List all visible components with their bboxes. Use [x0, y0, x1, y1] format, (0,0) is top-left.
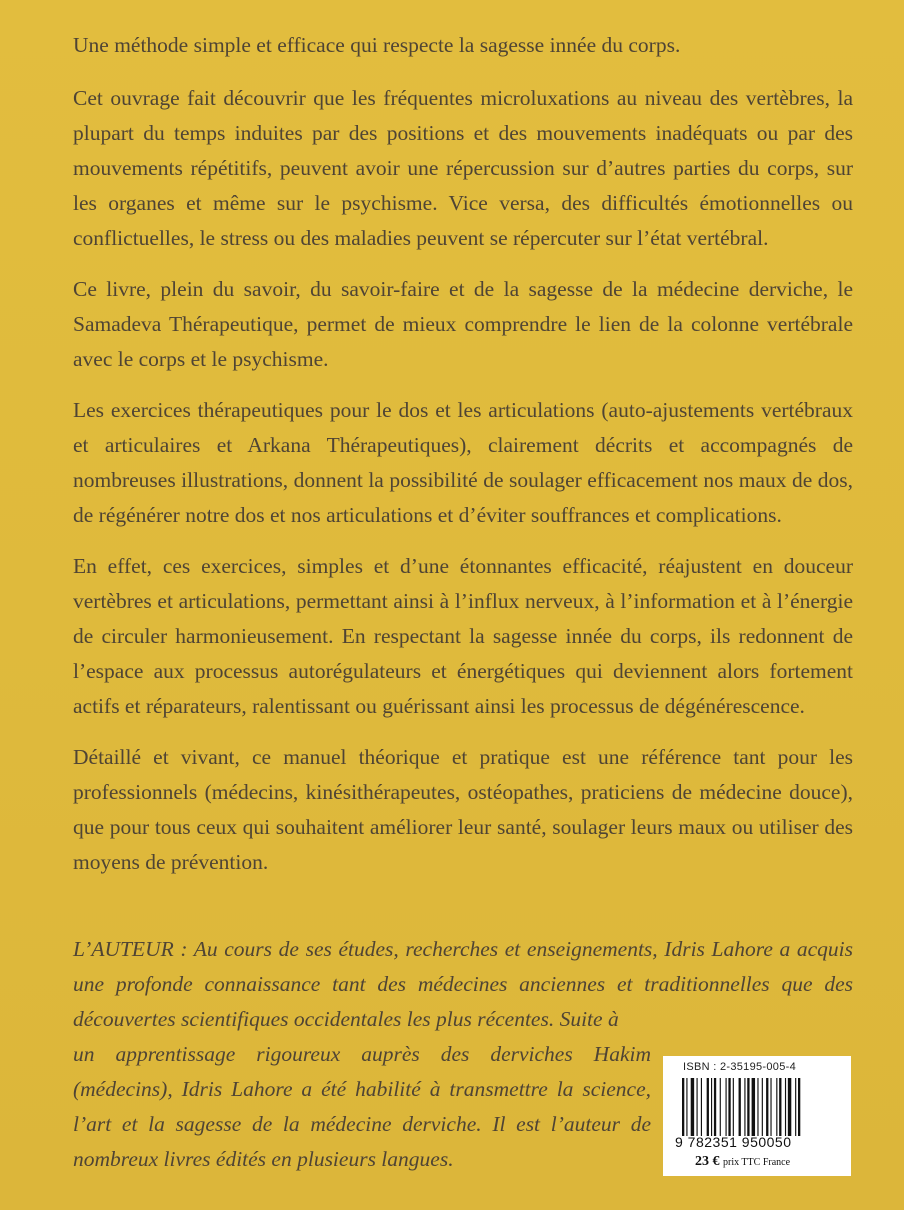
isbn-text: ISBN : 2-35195-005-4 — [683, 1061, 797, 1073]
paragraph-2: Ce livre, plein du savoir, du savoir-faire et de la sagesse de la médecine derviche, le Samadeva Thérapeutique, permet de mieux comprendre le lien de la colonne vertébrale avec le corps et le psychisme. — [73, 277, 853, 371]
paragraph-3: Les exercices thérapeutiques pour le dos et les articulations (auto-ajustements vertébraux et articulaires et Arkana Thérapeutiques), clairement décrits et accompagnés de nombreuses illustrations, donnent la possibilité de soulager efficacement nos maux de dos, de régénérer notre dos et nos articulations et d’éviter souffrances et complications. — [73, 398, 853, 527]
tagline: Une méthode simple et efficace qui respecte la sagesse innée du corps. — [73, 33, 681, 57]
barcode-digits: 9 782351 950050 — [675, 1134, 792, 1150]
barcode-label — [663, 1056, 851, 1176]
author-bio-rest: un apprentissage rigoureux auprès des derviches Hakim (médecins), Idris Lahore a été habilité à transmettre la science, l’art et la sagesse de la médecine derviche. Il est l’auteur de nombreux livres édités en plusieurs langues. — [73, 1042, 651, 1171]
paragraph-5: Détaillé et vivant, ce manuel théorique et pratique est une référence tant pour les professionnels (médecins, kinésithérapeutes, ostéopathes, praticiens de médecine douce), que pour tous ceux qui souhaitent améliorer leur santé, soulager leurs maux ou utiliser des moyens de prévention. — [73, 745, 853, 874]
paragraph-1: Cet ouvrage fait découvrir que les fréquentes microluxations au niveau des vertèbres, la plupart du temps induites par des positions et des mouvements inadéquats ou par des mouvements répétitifs, peuvent avoir une répercussion sur d’autres parties du corps, sur les organes et même sur le psychisme. Vice versa, des difficultés émotionnelles ou conflictuelles, le stress ou des maladies peuvent se répercuter sur l’état vertébral. — [73, 86, 853, 250]
price — [695, 1154, 790, 1170]
blurb — [73, 28, 853, 896]
author-bio-lead: L’AUTEUR : Au cours de ses études, recherches et enseignements, Idris Lahore a acquis une profonde connaissance tant des médecines anciennes et traditionnelles que des découvertes scientifiques occidentales les plus récentes. Suite à — [73, 937, 853, 1031]
price-value: 23 € — [695, 1154, 720, 1169]
barcode-icon — [681, 1078, 839, 1136]
price-note: prix TTC France — [723, 1157, 791, 1168]
paragraph-4: En effet, ces exercices, simples et d’une étonnantes efficacité, réajustent en douceur vertèbres et articulations, permettant ainsi à l’influx nerveux, à l’information et à l’énergie de circuler harmonieusement. En respectant la sagesse innée du corps, ils redonnent de l’espace aux processus autorégulateurs et énergétiques qui deviennent alors fortement actifs et réparateurs, ralentissant ou guérissant ainsi les processus de dégénérescence. — [73, 554, 853, 718]
